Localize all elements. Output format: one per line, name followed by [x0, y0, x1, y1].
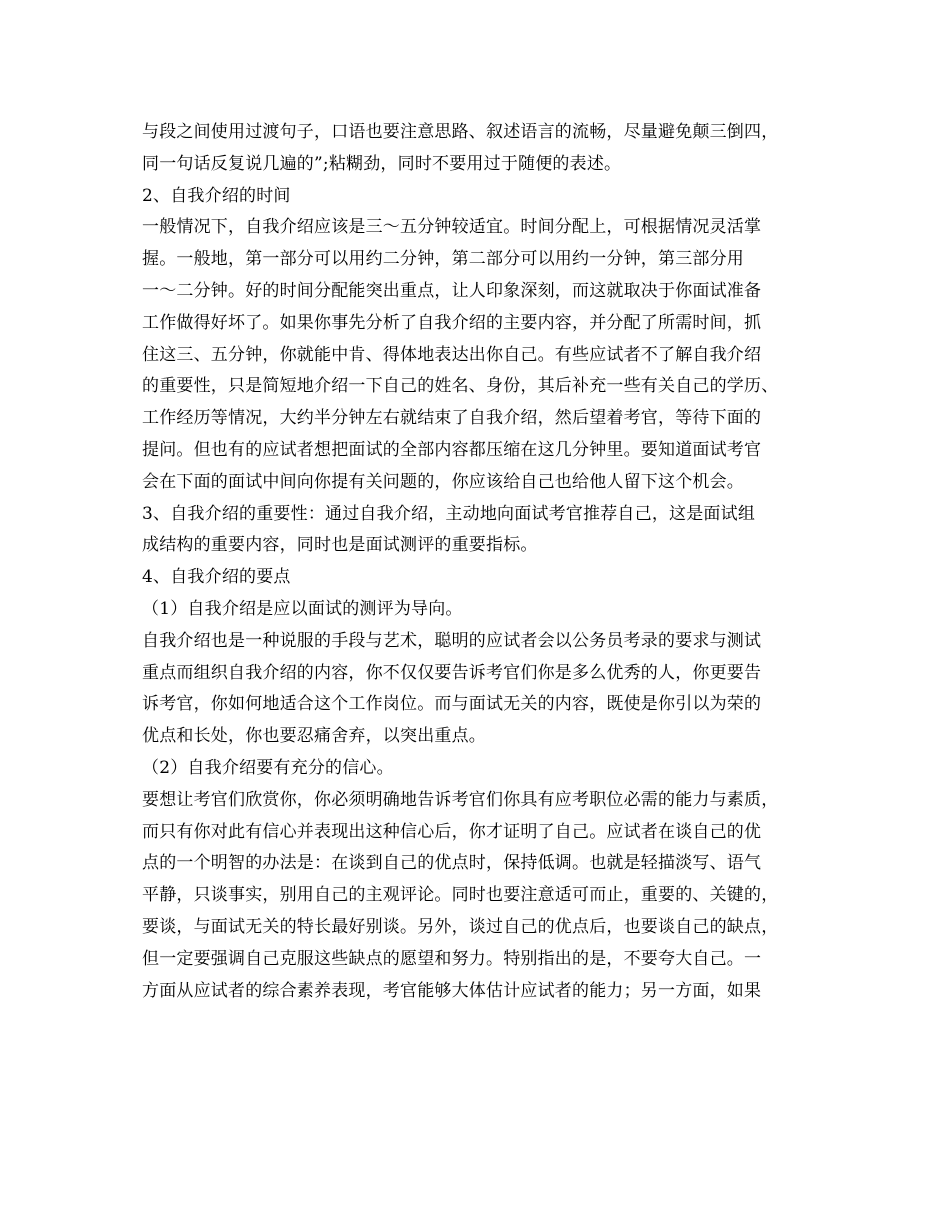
- section-heading: 2、自我介绍的时间: [142, 185, 291, 206]
- subsection-heading: （2）自我介绍要有充分的信心。: [142, 757, 394, 778]
- text-line: 同一句话反复说几遍的”;粘糊劲，同时不要用过于随便的表述。: [142, 153, 622, 174]
- text-line: 工作做得好坏了。如果你事先分析了自我介绍的主要内容，并分配了所需时间，抓: [142, 312, 762, 333]
- text-line: 的重要性，只是简短地介绍一下自己的姓名、身份，其后补充一些有关自己的学历、: [142, 376, 779, 397]
- text-line: 一般情况下，自我介绍应该是三～五分钟较适宜。时间分配上，可根据情况灵活掌: [142, 217, 762, 238]
- text-line: 提问。但也有的应试者想把面试的全部内容都压缩在这几分钟里。要知道面试考官: [142, 439, 762, 460]
- text-line: 一～二分钟。好的时间分配能突出重点，让人印象深刻，而这就取决于你面试准备: [142, 280, 762, 301]
- text-line: 要谈，与面试无关的特长最好别谈。另外，谈过自己的优点后，也要谈自己的缺点，: [142, 916, 779, 937]
- text-line: 会在下面的面试中间向你提有关问题的，你应该给自己也给他人留下这个机会。: [142, 471, 744, 492]
- text-line: 握。一般地，第一部分可以用约二分钟，第二部分可以用约一分钟，第三部分用: [142, 249, 744, 270]
- text-line: 但一定要强调自己克服这些缺点的愿望和努力。特别指出的是，不要夸大自己。一: [142, 948, 762, 969]
- text-line: 平静，只谈事实，别用自己的主观评论。同时也要注意适可而止，重要的、关键的，: [142, 885, 779, 906]
- subsection-heading: （1）自我介绍是应以面试的测评为导向。: [142, 598, 463, 619]
- text-line: 优点和长处，你也要忍痛舍弃，以突出重点。: [142, 726, 486, 747]
- section-heading: 4、自我介绍的要点: [142, 567, 291, 588]
- text-line: 自我介绍也是一种说服的手段与艺术，聪明的应试者会以公务员考录的要求与测试: [142, 630, 762, 651]
- section-heading: 3、自我介绍的重要性：通过自我介绍，主动地向面试考官推荐自己，这是面试组: [142, 503, 756, 524]
- text-line: 诉考官，你如何地适合这个工作岗位。而与面试无关的内容，既使是你引以为荣的: [142, 694, 762, 715]
- text-line: 成结构的重要内容，同时也是面试测评的重要指标。: [142, 535, 538, 556]
- body-text: [142, 117, 822, 1007]
- text-line: 点的一个明智的办法是：在谈到自己的优点时，保持低调。也就是轻描淡写、语气: [142, 853, 762, 874]
- text-line: 方面从应试者的综合素养表现，考官能够大体估计应试者的能力；另一方面，如果: [142, 980, 762, 1001]
- text-line: 要想让考官们欣赏你，你必须明确地告诉考官们你具有应考职位必需的能力与素质，: [142, 789, 779, 810]
- text-line: 重点而组织自我介绍的内容，你不仅仅要告诉考官们你是多么优秀的人，你更要告: [142, 662, 762, 683]
- text-line: 住这三、五分钟，你就能中肯、得体地表达出你自己。有些应试者不了解自我介绍: [142, 344, 762, 365]
- text-line: 工作经历等情况，大约半分钟左右就结束了自我介绍，然后望着考官，等待下面的: [142, 408, 762, 429]
- text-line: 而只有你对此有信心并表现出这种信心后，你才证明了自己。应试者在谈自己的优: [142, 821, 762, 842]
- text-line: 与段之间使用过渡句子，口语也要注意思路、叙述语言的流畅，尽量避免颠三倒四，: [142, 122, 779, 142]
